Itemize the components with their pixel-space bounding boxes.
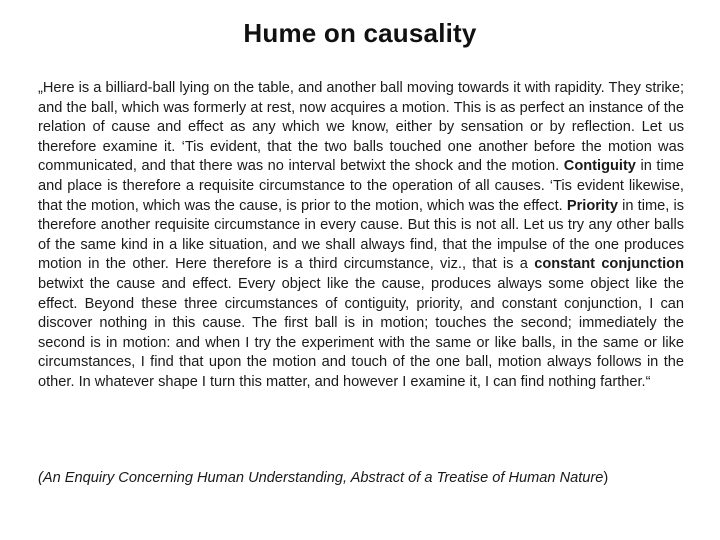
- term-contiguity: Contiguity: [563, 158, 636, 175]
- quote-text-part-1: „Here is a billiard-ball lying on the table, and another ball moving towards it with rapidity. They strike; and the ball, which was formerly at rest, now acquires a motion. This is as perfect an instance of the relation of cause and effect as any which we know, either by sensation or by reflection. Let us therefore examine it. ‘Tis evident, that the two balls touched one another before the motion was communicated, and that there was no interval betwixt the shock and the motion.: [38, 80, 684, 175]
- quote-text-part-3: in time, is therefore another requisite circumstance in every cause. But this is not all. Let us try any other balls of the same kind in a like situation, and we shall always find, that the impulse of the one produces motion in the other. Here therefore is a third circumstance, viz., that is a: [38, 197, 685, 273]
- quote-text-part-4: betwixt the cause and effect. Every object like the cause, produces always some object like the effect. Beyond these three circumstances of contiguity, priority, and constant conjunction, I can discover nothing in this cause. The first ball is in motion; touches the second; immediately the second is in motion: and when I try the experiment with the same or like balls, in the same or like circumstances, I find that upon the motion and touch of the one ball, motion always follows in the other. In whatever shape I turn this matter, and however I examine it, I can find nothing farther.“: [38, 275, 684, 390]
- source-citation: [38, 469, 698, 488]
- term-priority: Priority: [566, 197, 618, 214]
- slide-title: Hume on causality: [243, 18, 477, 48]
- source-citation-close: ): [603, 470, 609, 486]
- hume-quote: [38, 79, 684, 393]
- term-constant-conjunction: constant conjunction: [534, 256, 685, 273]
- source-citation-text: (An Enquiry Concerning Human Understanding, Abstract of a Treatise of Human Nature: [38, 470, 604, 486]
- quote-text-part-2: in time and place is therefore a requisite circumstance to the operation of all causes. ‘Tis evident likewise, that the motion, which was the cause, is prior to the motion, which was the effect.: [38, 158, 684, 214]
